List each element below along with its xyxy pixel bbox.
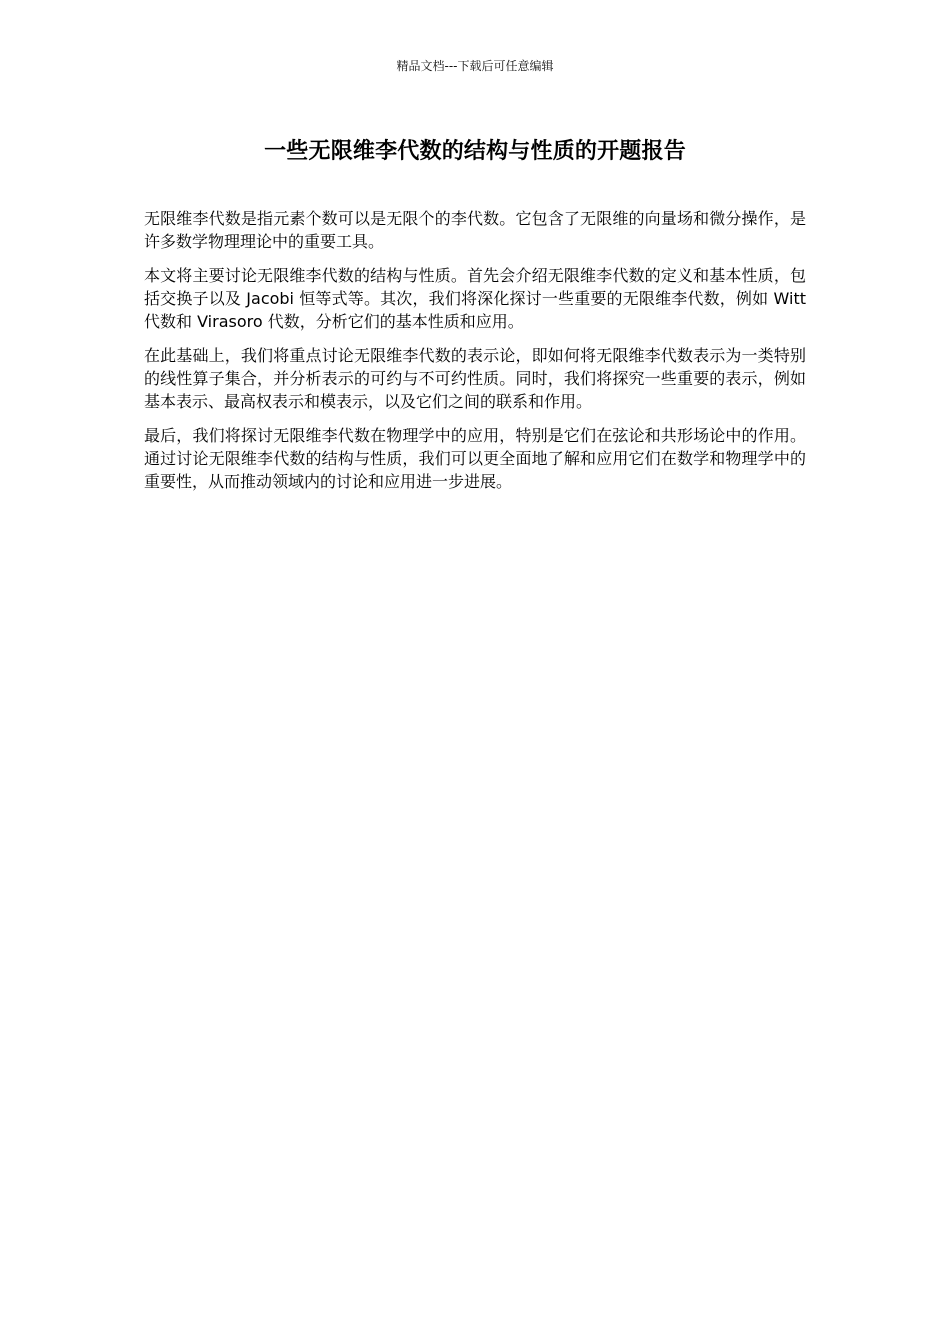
page-title: 一些无限维李代数的结构与性质的开题报告 bbox=[264, 139, 686, 164]
paragraph-intro: 无限维李代数是指元素个数可以是无限个的李代数。它包含了无限维的向量场和微分操作，是许多数学物理理论中的重要工具。 bbox=[144, 209, 806, 251]
document-body bbox=[144, 207, 806, 504]
paragraph-structure: 本文将主要讨论无限维李代数的结构与性质。首先会介绍无限维李代数的定义和基本性质，包括交换子以及 Jacobi 恒等式等。其次，我们将深化探讨一些重要的无限维李代数，例如 Witt 代数和 Virasoro 代数，分析它们的基本性质和应用。 bbox=[144, 266, 806, 331]
paragraph-representation: 在此基础上，我们将重点讨论无限维李代数的表示论，即如何将无限维李代数表示为一类特别的线性算子集合，并分析表示的可约与不可约性质。同时，我们将探究一些重要的表示，例如基本表示、最高权表示和模表示，以及它们之间的联系和作用。 bbox=[144, 346, 806, 411]
header-note: 精品文档---下载后可任意编辑 bbox=[396, 59, 554, 73]
paragraph-applications: 最后，我们将探讨无限维李代数在物理学中的应用，特别是它们在弦论和共形场论中的作用。通过讨论无限维李代数的结构与性质，我们可以更全面地了解和应用它们在数学和物理学中的重要性，从而推动领域内的讨论和应用进一步进展。 bbox=[144, 426, 806, 491]
